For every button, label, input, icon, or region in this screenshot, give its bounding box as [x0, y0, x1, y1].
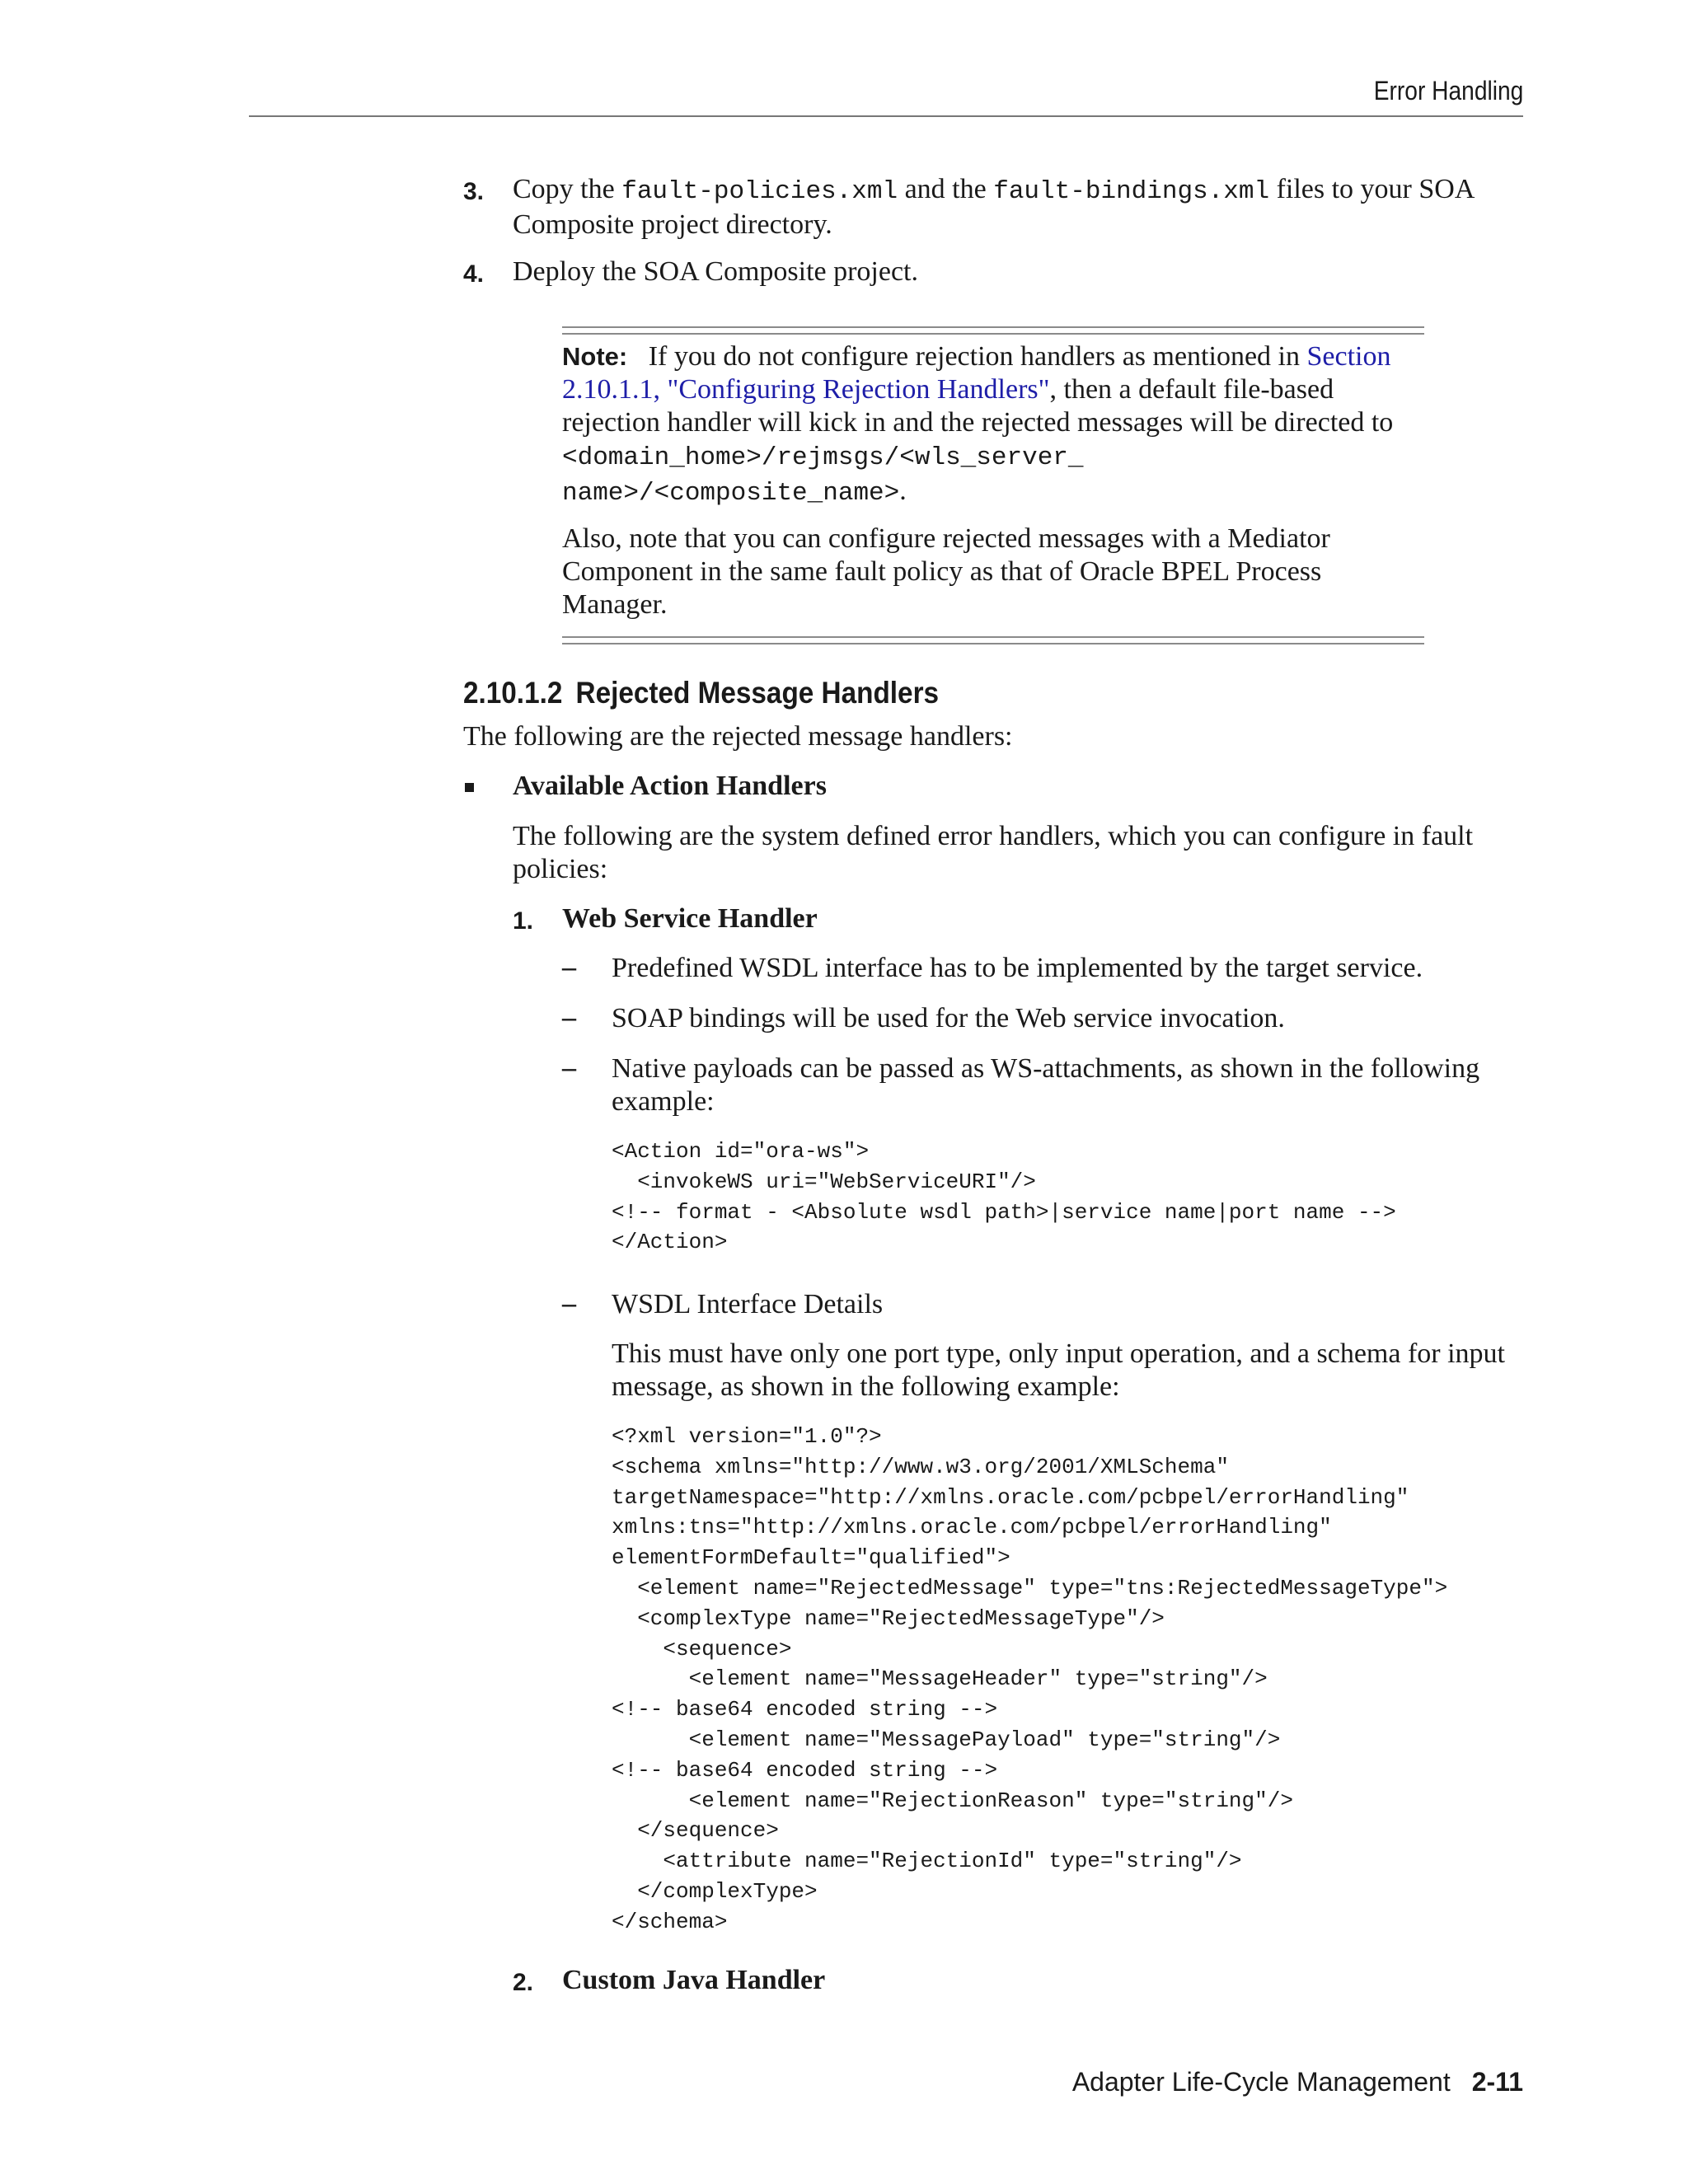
handler-title: Custom Java Handler	[562, 1965, 826, 1995]
step-number: 4.	[463, 260, 485, 288]
filename-code: fault-policies.xml	[621, 177, 898, 206]
running-header-title: Error Handling	[1373, 76, 1523, 105]
section-number: 2.10.1.2	[463, 676, 563, 710]
section-link[interactable]: Section 2.10.1.1, "Configuring Rejection Handlers"	[562, 341, 1391, 405]
step-3-text: Copy the fault-policies.xml and the fault-bindings.xml files to your SOA Composite project directory.	[513, 174, 1474, 240]
code-example-schema: <?xml version="1.0"?> <schema xmlns="http://www.w3.org/2001/XMLSchema" targetNamespace="http://xmlns.oracle.com/pcbpel/errorHandling" xmlns:tns="http://xmlns.oracle.com/pcbpel/errorHandling" elementFormDefault="qualified"> <element name="RejectedMessage" type="tns:RejectedMessageType"> <complexType name="RejectedMessageType"/> <sequence> <element name="MessageHeader" type="string"/> <!-- base64 encoded string --> <element name="MessagePayload" type="string"/> <!-- base64 encoded string --> <element name="RejectionReason" type="string"/> </sequence> <attribute name="RejectionId" type="string"/> </complexType> </schema>	[612, 1424, 1448, 1934]
handler-title: Web Service Handler	[562, 903, 818, 934]
note-top-rule	[562, 326, 1424, 335]
filename-code: fault-bindings.xml	[993, 177, 1270, 206]
step-number: 3.	[463, 178, 485, 205]
ws-item: WSDL Interface Details	[612, 1289, 884, 1319]
note-bottom-rule	[562, 636, 1424, 644]
bullet-title: Available Action Handlers	[513, 771, 827, 801]
dash-bullet: –	[562, 952, 576, 982]
code-example-action: <Action id="ora-ws"> <invokeWS uri="WebServiceURI"/> <!-- format - <Absolute wsdl path>|service name|port name --> </Action>	[612, 1139, 1396, 1255]
handler-number: 1.	[513, 907, 534, 935]
note-label: Note:	[562, 342, 628, 371]
wsdl-description: This must have only one port type, only input operation, and a schema for input message, as shown in the following example:	[612, 1338, 1505, 1402]
ws-item: Predefined WSDL interface has to be implemented by the target service.	[612, 953, 1423, 983]
header-rule	[249, 115, 1523, 117]
note-paragraph-2: Also, note that you can configure rejected messages with a Mediator Component in the same fault policy as that of Oracle BPEL Process Manager.	[562, 523, 1330, 620]
footer-chapter: Adapter Life-Cycle Management	[1071, 2067, 1451, 2097]
ws-item: Native payloads can be passed as WS-attachments, as shown in the following example:	[612, 1053, 1480, 1117]
step-4-text: Deploy the SOA Composite project.	[513, 256, 919, 287]
handler-number: 2.	[513, 1969, 534, 1996]
ws-item: SOAP bindings will be used for the Web service invocation.	[612, 1003, 1285, 1033]
note-paragraph: Note: If you do not configure rejection handlers as mentioned in Section 2.10.1.1, "Configuring Rejection Handlers", then a default file-based rejection handler will kick in and the rejected messages will be directed to <domain_home>/rejmsgs/<wls_server_ name>/<composite_name>.	[562, 341, 1394, 508]
dash-bullet: –	[562, 1288, 576, 1319]
dash-bullet: –	[562, 1052, 576, 1083]
section-title: Rejected Message Handlers	[575, 676, 940, 710]
page-number: 2-11	[1471, 2067, 1523, 2097]
path-code: <domain_home>/rejmsgs/<wls_server_ name>/<composite_name>	[562, 443, 1084, 508]
section-heading	[463, 676, 939, 710]
bullet-description: The following are the system defined error handlers, which you can configure in fault policies:	[513, 821, 1474, 884]
page-footer	[1072, 2067, 1523, 2097]
dash-bullet: –	[562, 1002, 576, 1033]
section-intro: The following are the rejected message handlers:	[463, 721, 1013, 752]
square-bullet-icon	[465, 783, 474, 792]
